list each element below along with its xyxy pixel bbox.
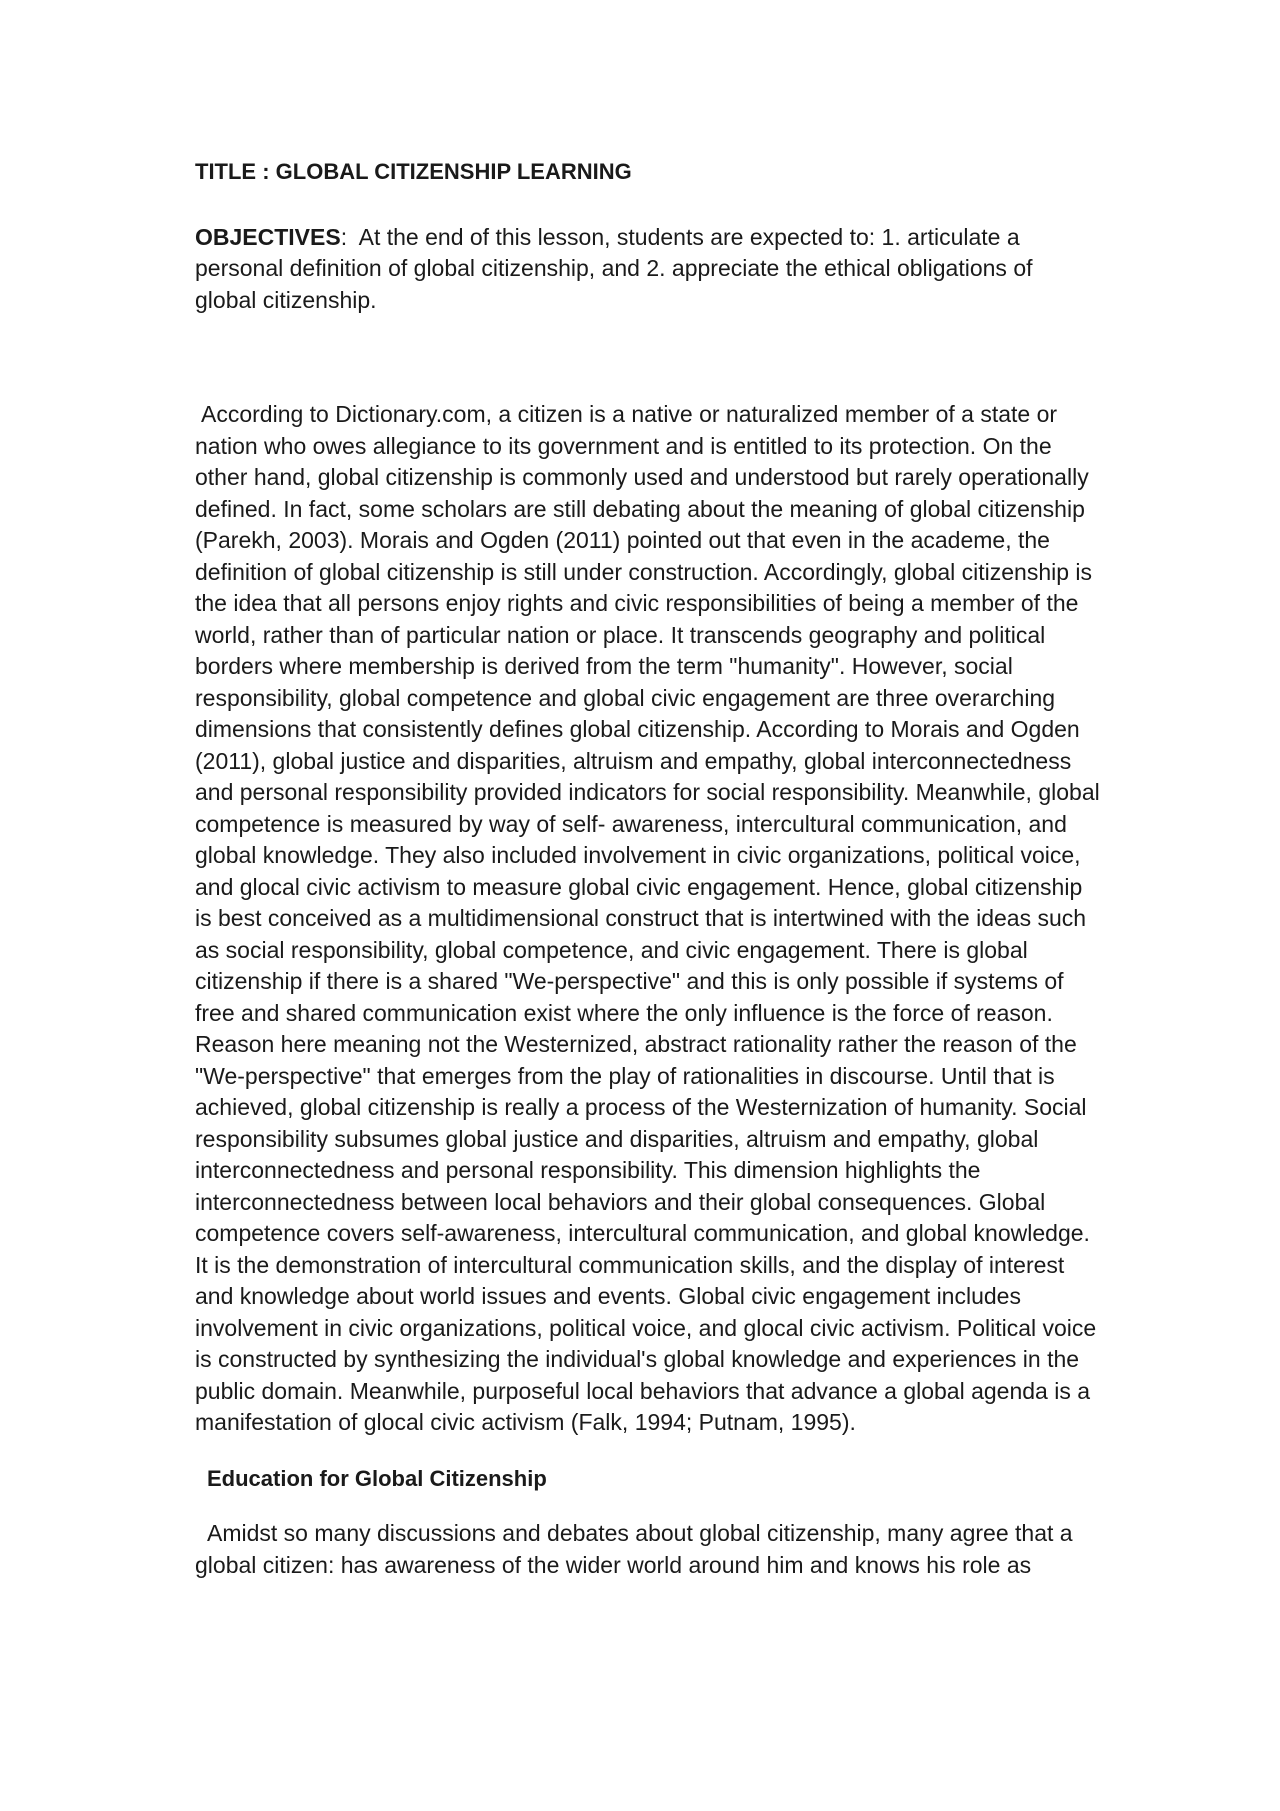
document-title: TITLE : GLOBAL CITIZENSHIP LEARNING [195, 159, 632, 184]
body-paragraph-education: Amidst so many discussions and debates about global citizenship, many agree that a global citizen: has awareness of the wider world around him and knows his role as [195, 1520, 1073, 1578]
body-paragraph-citizenship: According to Dictionary.com, a citizen is a native or naturalized member of a state or nation who owes allegiance to its government and is entitled to its protection. On the other hand, global citizenship is commonly used and understood but rarely operationally defined. In fact, some scholars are still debating about the meaning of global citizenship (Parekh, 2003). Morais and Ogden (2011) pointed out that even in the academe, the definition of global citizenship is still under construction. Accordingly, global citizenship is the idea that all persons enjoy rights and civic responsibilities of being a member of the world, rather than of particular nation or place. It transcends geography and political borders where membership is derived from the term "humanity". However, social responsibility, global competence and global civic engagement are three overarching dimensions that consistently defines global citizenship. According to Morais and Ogden (2011), global justice and disparities, altruism and empathy, global interconnectedness and personal responsibility provided indicators for social responsibility. Meanwhile, global competence is measured by way of self- awareness, intercultural communication, and global knowledge. They also included involvement in civic organizations, political voice, and glocal civic activism to measure global civic engagement. Hence, global citizenship is best conceived as a multidimensional construct that is intertwined with the ideas such as social responsibility, global competence, and civic engagement. There is global citizenship if there is a shared "We-perspective" and this is only possible if systems of free and shared communication exist where the only influence is the force of reason. Reason here meaning not the Westernized, abstract rationality rather the reason of the "We-perspective" that emerges from the play of rationalities in discourse. Until that is achieved, global citizenship is really a process of the Westernization of humanity. Social responsibility subsumes global justice and disparities, altruism and empathy, global interconnectedness and personal responsibility. This dimension highlights the interconnectedness between local behaviors and their global consequences. Global competence covers self-awareness, intercultural communication, and global knowledge. It is the demonstration of intercultural communication skills, and the display of interest and knowledge about world issues and events. Global civic engagement includes involvement in civic organizations, political voice, and glocal civic activism. Political voice is constructed by synthesizing the individual's global knowledge and experiences in the public domain. Meanwhile, purposeful local behaviors that advance a global agenda is a manifestation of glocal civic activism (Falk, 1994; Putnam, 1995). [195, 401, 1100, 1435]
objectives-text: At the end of this lesson, students are expected to: 1. articulate a personal definition of global citizenship, and 2. appreciate the ethical obligations of global citizenship. [195, 223, 1033, 313]
document-page [195, 150, 1100, 1581]
objectives-paragraph [195, 222, 1100, 317]
section-heading: Education for Global Citizenship [207, 1465, 547, 1491]
objectives-label: OBJECTIVES [195, 223, 341, 250]
objectives-colon: : [340, 223, 359, 250]
